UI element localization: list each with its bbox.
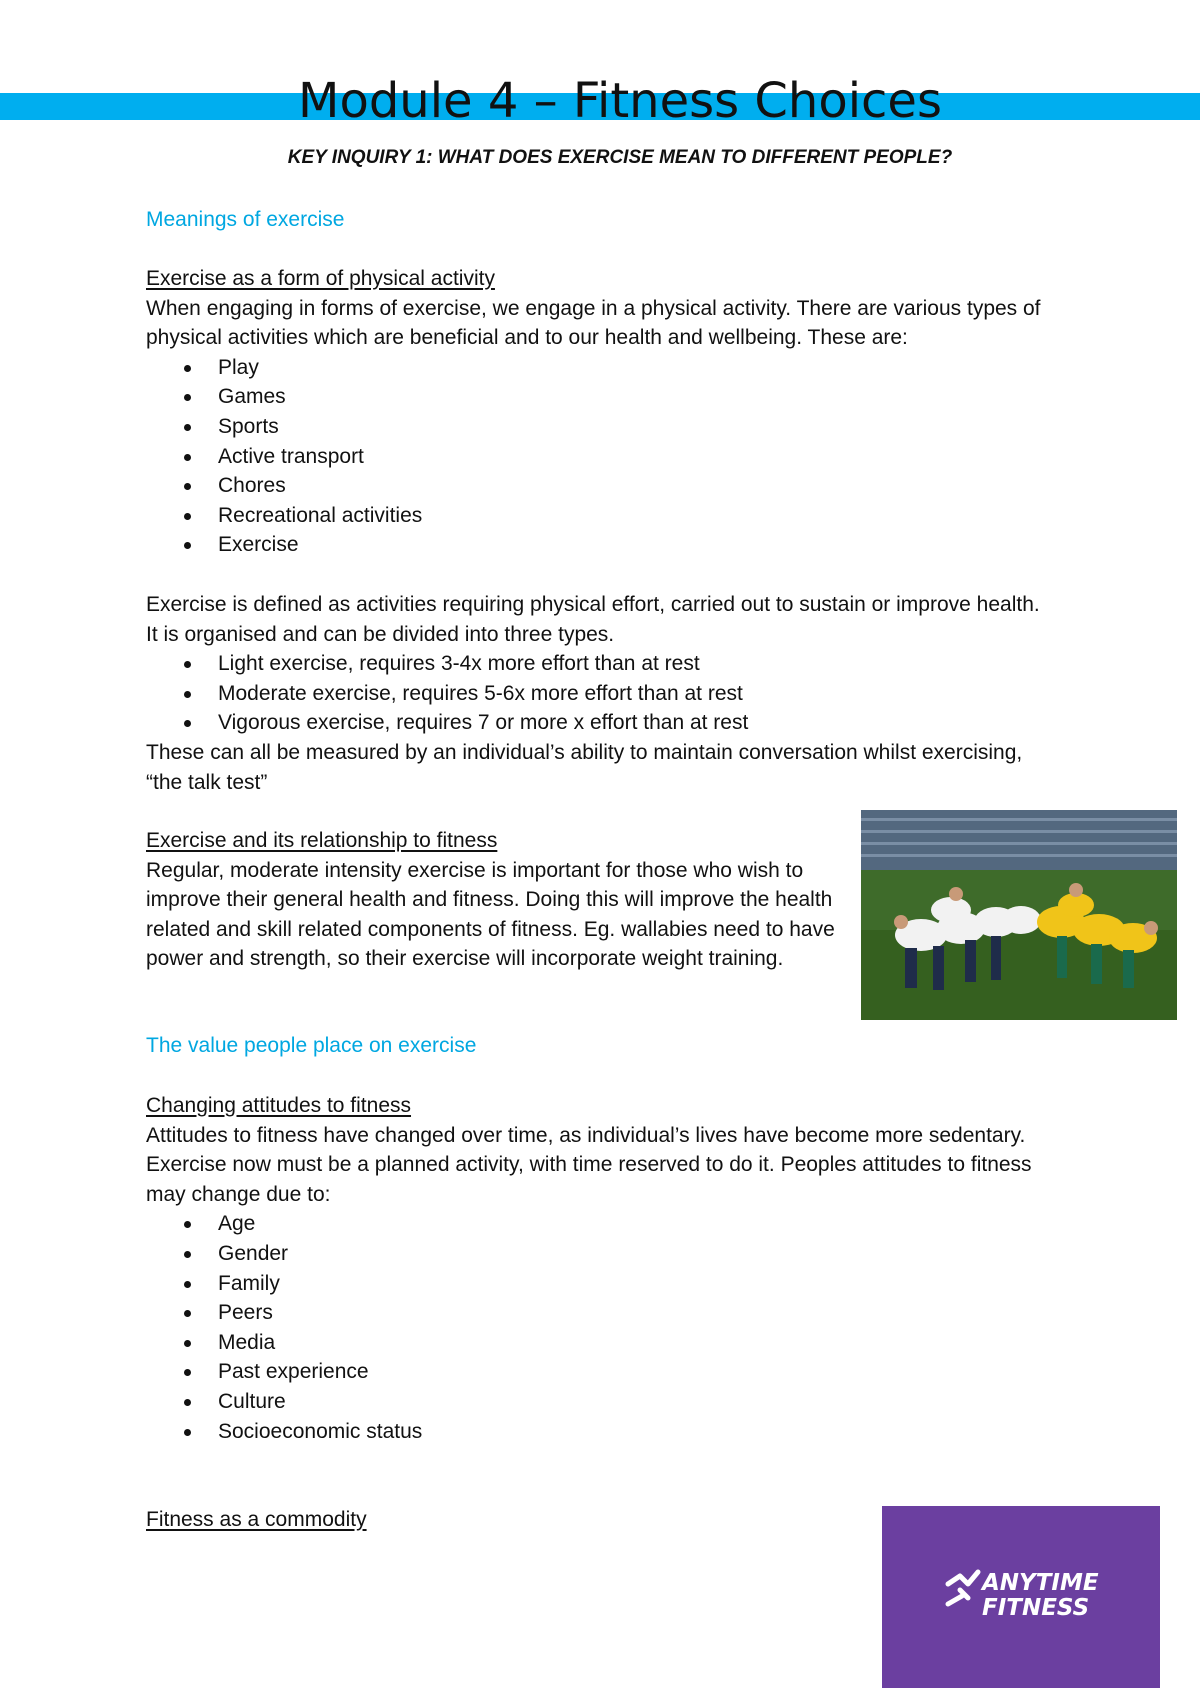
list-item: Exercise [146, 530, 1066, 560]
section-heading-value: The value people place on exercise [146, 1034, 477, 1057]
rugby-scrum-illustration [861, 810, 1177, 1020]
subheading-physical-activity: Exercise as a form of physical activity [146, 267, 495, 290]
relationship-to-fitness-paragraph: Regular, moderate intensity exercise is important for those who wish to improve their general health and fitness. Doing this will improve the health related and skill related components of fitness. Eg. wallabies need to have power and strength, so their exercise will incorporate weight training. [146, 858, 835, 971]
section-heading-meanings: Meanings of exercise [146, 208, 345, 231]
subheading-changing-attitudes: Changing attitudes to fitness [146, 1094, 412, 1117]
list-item: Past experience [146, 1357, 1046, 1387]
rugby-scrum-photo [861, 810, 1177, 1020]
list-item: Play [146, 353, 1066, 383]
list-item: Age [146, 1209, 1046, 1239]
subheading-relationship-to-fitness: Exercise and its relationship to fitness [146, 829, 498, 852]
list-item: Socioeconomic status [146, 1417, 1046, 1447]
page-title: Module 4 – Fitness Choices [298, 73, 942, 129]
physical-activity-block [146, 264, 1066, 560]
list-item: Sports [146, 412, 1066, 442]
activity-types-list [146, 353, 1066, 560]
commodity-block [146, 1505, 367, 1535]
logo-line-2: FITNESS [982, 1595, 1090, 1621]
exercise-definition-paragraph: Exercise is defined as activities requiring physical effort, carried out to sustain or improve health. It is organised and can be divided into three types. [146, 593, 1040, 646]
key-inquiry-heading: KEY INQUIRY 1: WHAT DOES EXERCISE MEAN TO DIFFERENT PEOPLE? [287, 147, 953, 168]
list-item: Active transport [146, 442, 1066, 472]
list-item: Gender [146, 1239, 1046, 1269]
fitness-relationship-block [146, 826, 851, 974]
attitude-factors-list [146, 1209, 1046, 1446]
list-item: Light exercise, requires 3-4x more effort than at rest [146, 649, 1046, 679]
list-item: Chores [146, 471, 1066, 501]
running-man-logo-mark [882, 1506, 1160, 1688]
list-item: Vigorous exercise, requires 7 or more x effort than at rest [146, 708, 1046, 738]
list-item: Peers [146, 1298, 1046, 1328]
anytime-fitness-logo [882, 1506, 1160, 1688]
changing-attitudes-block [146, 1091, 1046, 1446]
list-item: Games [146, 382, 1066, 412]
physical-activity-paragraph: When engaging in forms of exercise, we engage in a physical activity. There are various types of physical activities which are beneficial and to our health and wellbeing. These are: [146, 296, 1041, 350]
list-item: Media [146, 1328, 1046, 1358]
exercise-definition-block [146, 590, 1046, 797]
list-item: Culture [146, 1387, 1046, 1417]
exercise-intensity-list [146, 649, 1046, 738]
list-item: Recreational activities [146, 501, 1066, 531]
talk-test-paragraph: These can all be measured by an individual’s ability to maintain conversation whilst exercising, “the talk test” [146, 740, 1023, 794]
subheading-fitness-commodity: Fitness as a commodity [146, 1508, 367, 1531]
logo-line-1: ANYTIME [982, 1570, 1099, 1596]
list-item: Moderate exercise, requires 5-6x more effort than at rest [146, 679, 1046, 709]
changing-attitudes-paragraph: Attitudes to fitness have changed over time, as individual’s lives have become more sedentary. Exercise now must be a planned activity, with time reserved to do it. Peoples attitudes to fitness may change due to: [146, 1123, 1032, 1206]
list-item: Family [146, 1269, 1046, 1299]
